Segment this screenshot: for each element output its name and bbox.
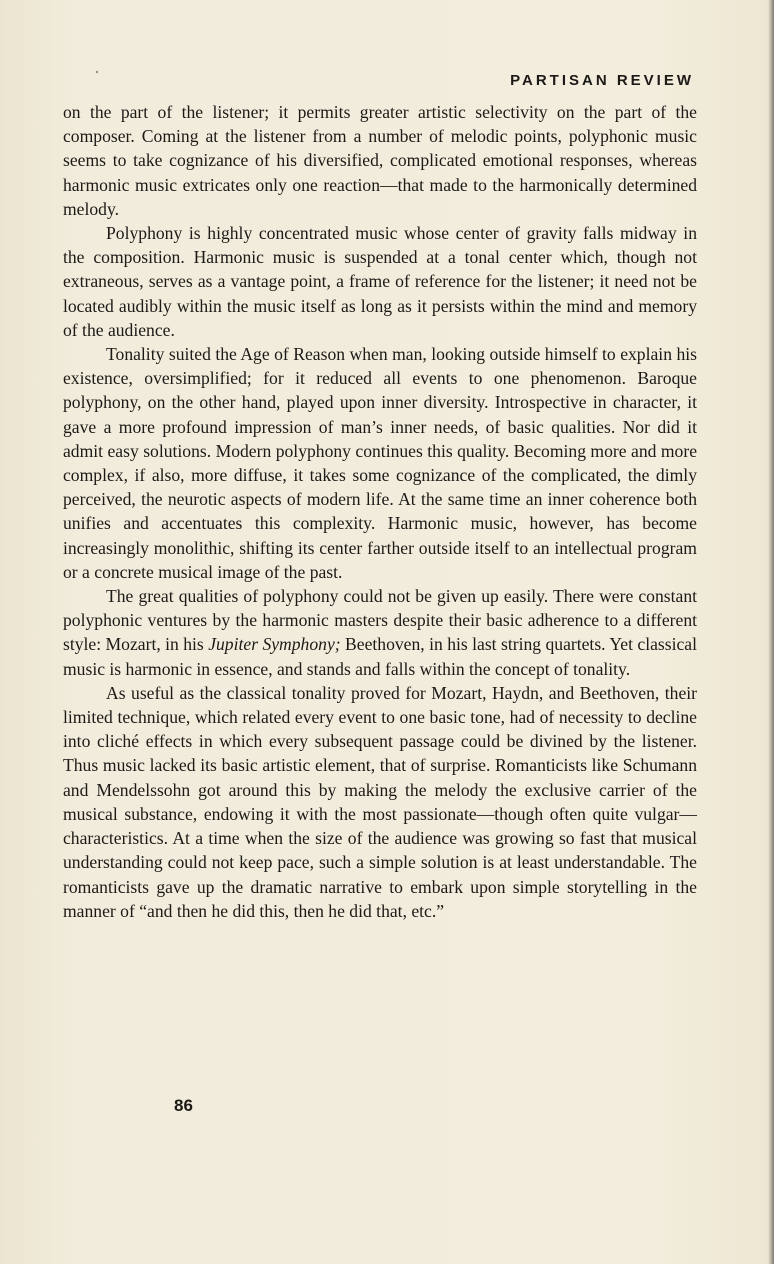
body-text	[63, 100, 697, 923]
paragraph-5: As useful as the classical tonality proved for Mozart, Haydn, and Beethoven, their limited technique, which related every event to one basic tone, had of necessity to decline into cliché effects in which every subsequent passage could be divined by the listener. Thus music lacked its basic artistic element, that of surprise. Romanticists like Schumann and Mendelssohn got around this by making the melody the exclusive carrier of the musical substance, endowing it with the most passionate—though often quite vulgar—characteristics. At a time when the size of the audience was growing so fast that musical understanding could not keep pace, such a simple solution is at least understandable. The romanticists gave up the dramatic narrative to embark upon simple storytelling in the manner of “and then he did this, then he did that, etc.”	[63, 682, 697, 921]
paragraph-2: Polyphony is highly concentrated music whose center of gravity falls midway in the composition. Harmonic music is suspended at a tonal center which, though not extraneous, serves as a vantage point, a frame of reference for the listener; it need not be located audibly within the music itself as long as it persists within the mind and memory of the audience.	[63, 223, 697, 340]
work-title-jupiter: Jupiter Symphony;	[208, 634, 341, 655]
page-edge-shadow	[768, 0, 774, 1264]
speck-mark	[96, 71, 98, 73]
running-header: PARTISAN REVIEW	[510, 72, 694, 89]
paragraph-4	[63, 584, 697, 681]
paragraph-1: on the part of the listener; it permits greater artistic selectivity on the part of the composer. Coming at the listener from a number of melodic points, polyphonic music seems to take cognizance of his diversified, complicated emotional responses, whereas harmonic music extricates only one reaction—that made to the harmonically determined melody.	[63, 102, 697, 219]
paragraph-4-text-a: The great qualities of polyphony could not be given up easily. There were constant polyphonic ventures by the harmonic masters despite their basic adherence to a different style: Mozart, in his	[63, 586, 697, 655]
paragraph-4-text-b: Beethoven, in his last string quartets. Yet classical music is harmonic in essence, and stands and falls within the concept of tonality.	[63, 634, 697, 679]
page-number: 86	[174, 1096, 193, 1115]
paragraph-3: Tonality suited the Age of Reason when man, looking outside himself to explain his existence, oversimplified; for it reduced all events to one phenomenon. Baroque polyphony, on the other hand, played upon inner diversity. Introspective in character, it gave a more profound impression of man’s inner needs, of basic qualities. Nor did it admit easy solutions. Modern polyphony continues this quality. Becoming more and more complex, if also, more diffuse, it takes some cognizance of the complicated, the dimly perceived, the neurotic aspects of modern life. At the same time an inner coherence both unifies and accentuates this complexity. Harmonic music, however, has become increasingly monolithic, shifting its center farther outside itself to an intellectual program or a concrete musical image of the past.	[63, 344, 697, 582]
